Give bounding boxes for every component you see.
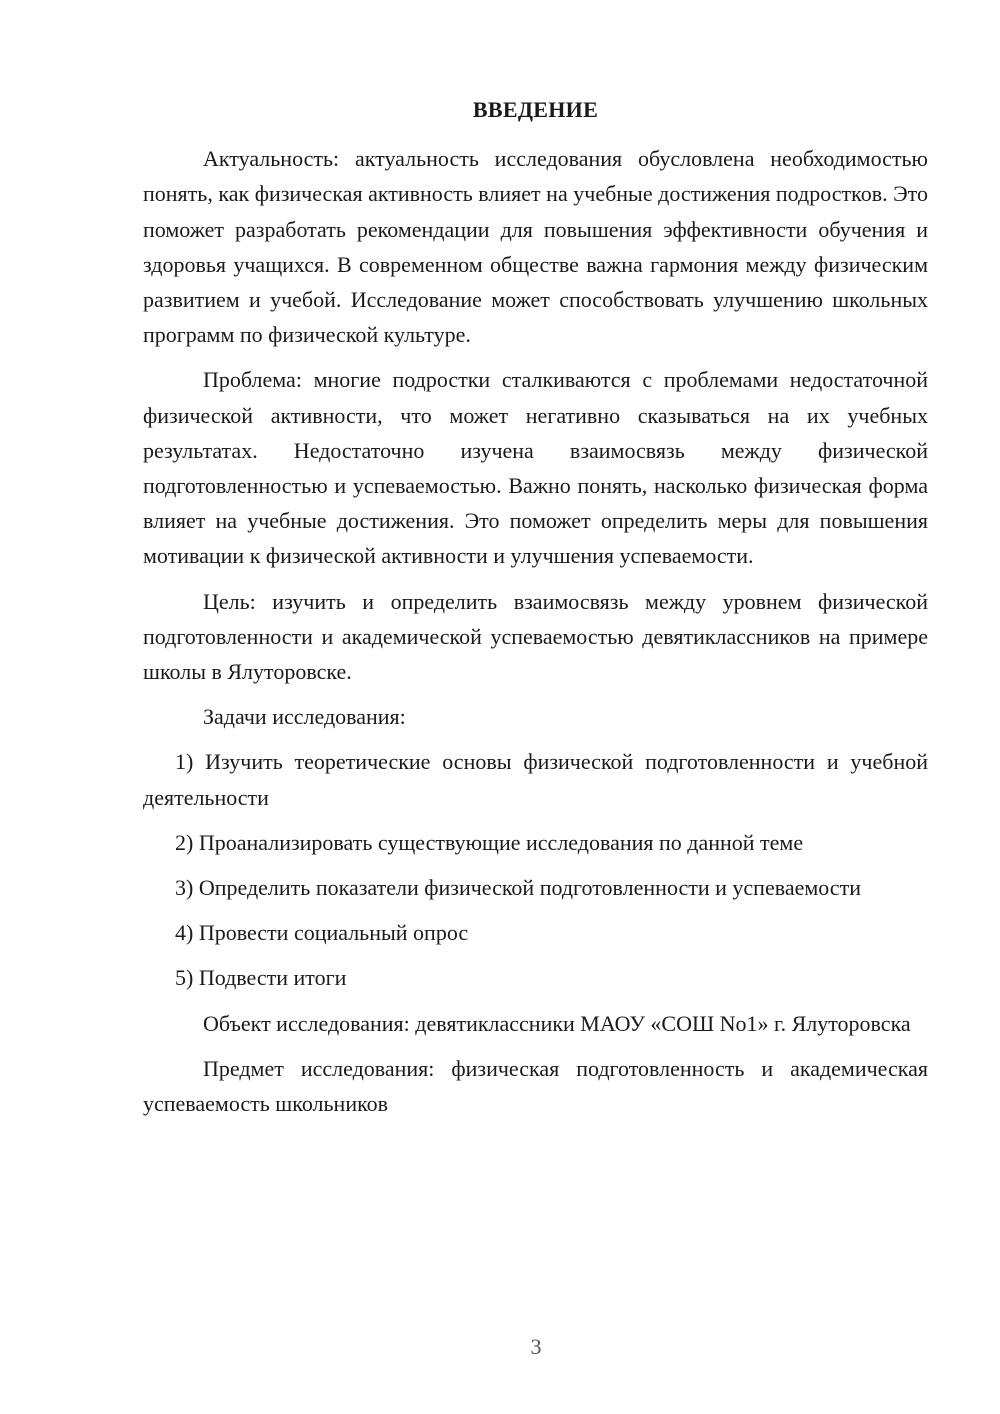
subject-paragraph: Предмет исследования: физическая подготовленность и академическая успеваемость школьников	[143, 1055, 928, 1117]
problem-paragraph: Проблема: многие подростки сталкиваются с проблемами недостаточной физической активности, что может негативно сказываться на их учебных результатах. Недостаточно изучена взаимосвязь между физической подготовленностью и успеваемостью. Важно понять, насколько физическая форма влияет на учебные достижения. Это поможет определить меры для повышения мотивации к физической активности и улучшения успеваемости.	[143, 367, 928, 569]
object-paragraph: Объект исследования: девятиклассники МАОУ «СОШ No1» г. Ялуторовска	[203, 1010, 911, 1036]
tasks-heading: Задачи исследования:	[203, 704, 406, 730]
task-item: 1) Изучить теоретические основы физической подготовленности и учебной деятельности	[143, 749, 928, 810]
section-title: ВВЕДЕНИЕ	[472, 97, 599, 122]
task-item: 2) Проанализировать существующие исследования по данной теме	[175, 829, 804, 855]
page-number: 3	[530, 1334, 542, 1359]
task-item: 3) Определить показатели физической подготовленности и успеваемости	[175, 875, 861, 901]
relevance-paragraph: Актуальность: актуальность исследования обусловлена необходимостью понять, как физическая активность влияет на учебные достижения подростков. Это поможет разработать рекомендации для повышения эффективности обучения и здоровья учащихся. В современном обществе важна гармония между физическим развитием и учебой. Исследование может способствовать улучшению школьных программ по физической культуре.	[143, 146, 928, 348]
task-item: 4) Провести социальный опрос	[175, 920, 469, 946]
page-body	[143, 92, 928, 1131]
goal-paragraph: Цель: изучить и определить взаимосвязь между уровнем физической подготовленности и академической успеваемостью девятиклассников на примере школы в Ялуторовске.	[143, 588, 928, 685]
task-item: 5) Подвести итоги	[175, 965, 347, 991]
